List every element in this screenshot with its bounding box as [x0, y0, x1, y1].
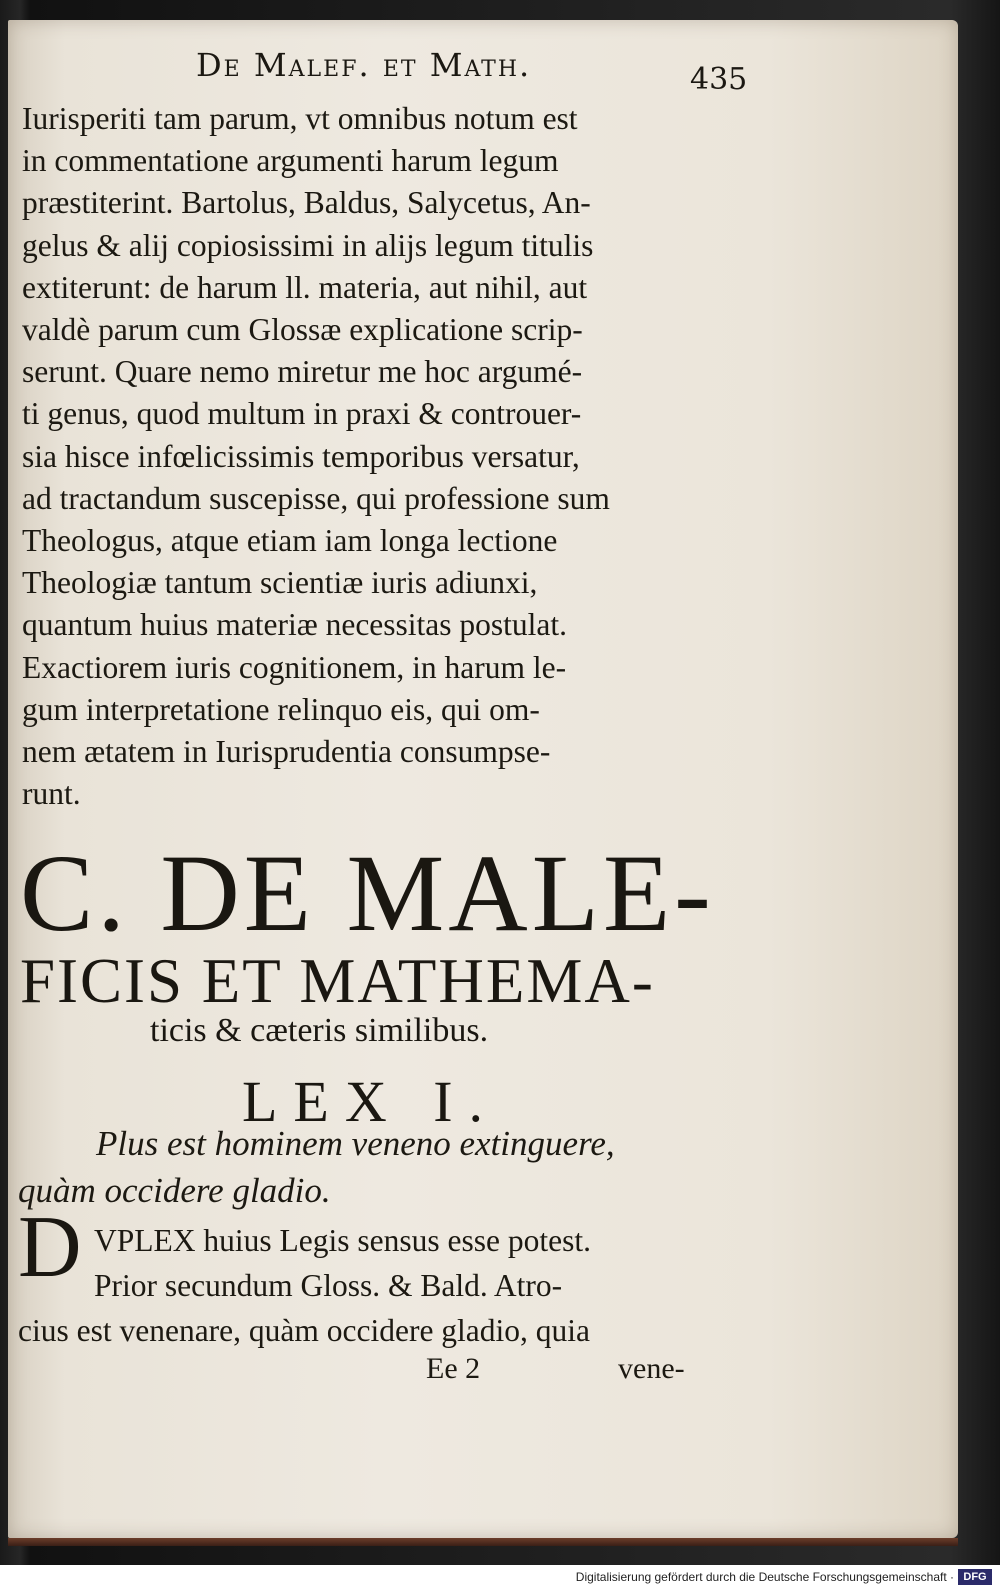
text-line: in commentatione argumenti harum legum	[22, 143, 559, 179]
text-line: gum interpretatione relinquo eis, qui om-	[22, 691, 540, 727]
section-title: C. DE MALE-	[20, 832, 715, 954]
catchword: vene-	[618, 1352, 685, 1385]
section-subtitle: ticis & cæteris similibus.	[150, 1012, 489, 1049]
summary-line: Plus est hominem veneno extinguere,	[96, 1124, 615, 1163]
dfg-logo: DFG	[958, 1569, 992, 1585]
text-line: Iurisperiti tam parum, vt omnibus notum est	[22, 101, 578, 136]
text-line: gelus & alij copiosissimi in alijs legum titulis	[22, 227, 594, 263]
summary-line: quàm occidere gladio.	[18, 1171, 331, 1210]
paragraph-line: VPLEX huius Legis sensus esse potest.	[94, 1223, 591, 1258]
digitization-footer	[0, 1565, 1000, 1592]
signature-mark: Ee 2	[426, 1352, 481, 1385]
text-line: extiterunt: de harum ll. materia, aut nihil, aut	[22, 269, 588, 305]
commentary-paragraph	[18, 1218, 738, 1353]
page-edge	[8, 1538, 958, 1546]
running-head: De Malef. et Math.	[196, 46, 532, 84]
lex-summary	[18, 1120, 728, 1214]
text-line: runt.	[22, 776, 81, 812]
text-line: quantum huius materiæ necessitas postulat.	[22, 607, 568, 643]
paragraph-line: Prior secundum Gloss. & Bald. Atro-	[94, 1268, 563, 1303]
drop-cap: D	[18, 1199, 82, 1296]
text-line: Theologiæ tantum scientiæ iuris adiunxi,	[22, 565, 538, 601]
text-line: præstiterint. Bartolus, Baldus, Salycetus, An-	[22, 185, 591, 221]
text-line: nem ætatem in Iurisprudentia consumpse-	[22, 734, 551, 770]
text-line: valdè parum cum Glossæ explicatione scrip-	[22, 312, 583, 348]
page-number: 435	[690, 62, 748, 97]
funding-notice: Digitalisierung gefördert durch die Deutsche Forschungsgemeinschaft ·	[575, 1570, 954, 1584]
text-line: ad tractandum suscepisse, qui professione sum	[22, 480, 610, 516]
text-line: sia hisce infœlicissimis temporibus versatur,	[22, 438, 580, 474]
catchword-line	[426, 1352, 726, 1392]
text-line: serunt. Quare nemo miretur me hoc argumé-	[22, 354, 583, 390]
text-line: Theologus, atque etiam iam longa lectione	[22, 523, 558, 559]
paragraph-line: cius est venenare, quàm occidere gladio, quia	[18, 1313, 591, 1348]
lex-heading: LEX I.	[242, 1069, 500, 1134]
text-line: ti genus, quod multum in praxi & controuer-	[22, 396, 582, 432]
body-text	[22, 98, 744, 815]
section-title-continued: FICIS ET MATHEMA-	[20, 946, 655, 1016]
text-line: Exactiorem iuris cognitionem, in harum le-	[22, 649, 567, 685]
